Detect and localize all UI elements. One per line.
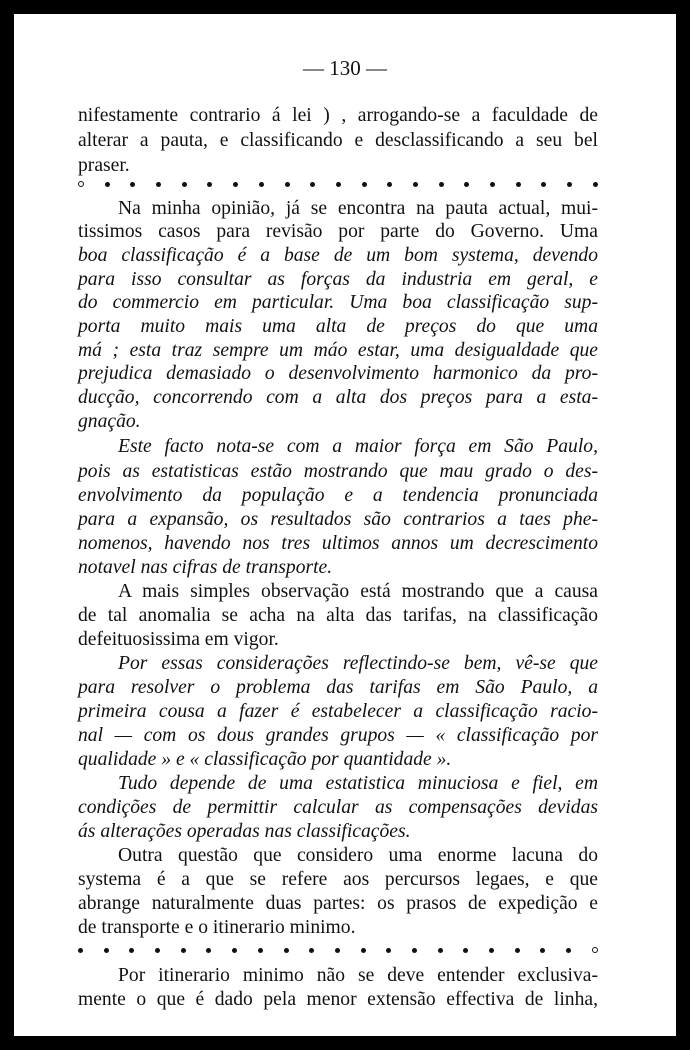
text-line: má ; esta traz sempre um máo estar, uma desigualdade que <box>78 340 598 361</box>
text-line: nal — com os dous grandes grupos — « classificação por <box>78 725 598 746</box>
page-number: — 130 — <box>303 56 387 80</box>
text-line: de transporte e o itinerario minimo. <box>78 917 356 938</box>
text-line: Por itinerario minimo não se deve entender exclusiva- <box>118 965 598 986</box>
text-line: Outra questão que considero uma enorme lacuna do <box>118 845 598 866</box>
text-line: Na minha opinião, já se encontra na pauta actual, mui- <box>118 198 598 219</box>
text-line: abrange naturalmente duas partes: os prasos de expedição e <box>78 893 598 914</box>
book-page <box>14 14 676 1036</box>
text-line: condições de permittir calcular as compensações devidas <box>78 797 598 818</box>
dotted-separator <box>78 944 598 956</box>
text-line: gnação. <box>78 411 141 432</box>
text-line: nomenos, havendo nos tres ultimos annos um decrescimento <box>78 533 598 554</box>
text-line: para isso consultar as forças da industria em geral, e <box>78 269 598 290</box>
text-line: Por essas considerações reflectindo-se bem, vê-se que <box>118 653 598 674</box>
text-line: qualidade » e « classificação por quantidade ». <box>78 749 452 770</box>
text-line: do commercio em particular. Uma boa classificação sup- <box>78 292 598 313</box>
text-line: Este facto nota-se com a maior força em São Paulo, <box>118 436 598 457</box>
text-line: para a expansão, os resultados são contrarios a taes phe- <box>78 509 598 530</box>
text-line: pois as estatisticas estão mostrando que mau grado o des- <box>78 461 598 482</box>
text-line: systema é a que se refere aos percursos legaes, e que <box>78 869 598 890</box>
text-line: alterar a pauta, e classificando e desclassificando a seu bel <box>78 130 598 151</box>
text-line: para resolver o problema das tarifas em São Paulo, a <box>78 677 598 698</box>
text-line: ás alterações operadas nas classificações. <box>78 821 411 842</box>
text-line: notavel nas cifras de transporte. <box>78 557 333 578</box>
text-line: defeituosissima em vigor. <box>78 629 279 650</box>
text-line: porta muito mais uma alta de preços do que uma <box>78 316 598 337</box>
text-line: de tal anomalia se acha na alta das tarifas, na classificação <box>78 605 598 626</box>
text-line: boa classificação é a base de um bom systema, devendo <box>78 245 598 266</box>
text-line: prejudica demasiado o desenvolvimento harmonico da pro- <box>78 363 598 384</box>
text-line: ducção, concorrendo com a alta dos preços para a esta- <box>78 387 598 408</box>
text-line: mente o que é dado pela menor extensão effectiva de linha, <box>78 989 598 1010</box>
text-line: A mais simples observação está mostrando que a causa <box>118 581 598 602</box>
text-line: envolvimento da população e a tendencia pronunciada <box>78 485 598 506</box>
dotted-separator <box>78 178 598 190</box>
text-line: primeira cousa a fazer é estabelecer a classificação racio- <box>78 701 598 722</box>
text-line: praser. <box>78 155 130 176</box>
text-line: nifestamente contrario á lei ) , arrogando-se a faculdade de <box>78 105 598 126</box>
text-line: tissimos casos para revisão por parte do Governo. Uma <box>78 221 598 242</box>
text-line: Tudo depende de uma estatistica minuciosa e fiel, em <box>118 773 598 794</box>
